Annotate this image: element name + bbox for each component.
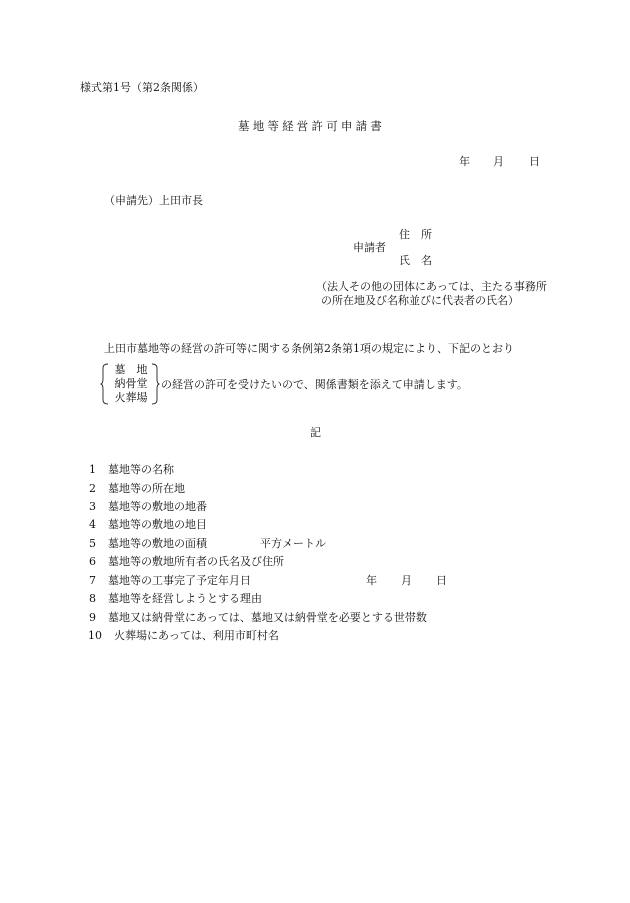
item-text: 墓地等を経営しようとする理由 — [108, 592, 262, 605]
item-text: 火葬場にあっては、利用市町村名 — [114, 629, 279, 642]
item-number: 6 — [89, 555, 96, 568]
item-text: 墓地等の所在地 — [108, 482, 185, 495]
item-number: 5 — [89, 537, 96, 550]
completion-day-label: 日 — [436, 574, 447, 587]
option-nokotsudo: 納骨堂 — [114, 377, 148, 390]
applicant-name-label: 氏 名 — [399, 254, 432, 267]
item-number: 9 — [89, 611, 96, 624]
applicant-label: 申請者 — [353, 241, 386, 254]
completion-year-label: 年 — [366, 574, 377, 587]
addressee: （申請先）上田市長 — [104, 194, 203, 207]
item-text: 墓地等の敷地の地目 — [108, 518, 207, 531]
item-text: 墓地又は納骨堂にあっては、墓地又は納骨堂を必要とする世帯数 — [108, 611, 427, 624]
body-line2: の経営の許可を受けたいので、関係書類を添えて申請します。 — [161, 378, 468, 391]
item-text: 墓地等の工事完了予定年月日 — [108, 574, 251, 587]
date-day-label: 日 — [529, 155, 540, 168]
option-bochi: 墓 地 — [114, 363, 148, 376]
facility-type-options — [100, 363, 160, 405]
ki-heading: 記 — [310, 426, 321, 439]
applicant-note-line1: （法人その他の団体にあっては、主たる事務所 — [316, 280, 547, 293]
item-number: 4 — [89, 518, 96, 531]
area-unit-label: 平方メートル — [260, 537, 326, 550]
option-kasoba: 火葬場 — [114, 391, 148, 404]
form-number: 様式第1号（第2条関係） — [80, 81, 204, 94]
item-text: 墓地等の名称 — [108, 463, 174, 476]
body-line1: 上田市墓地等の経営の許可等に関する条例第2条第1項の規定により、下記のとおり — [104, 342, 514, 355]
item-number: 2 — [89, 482, 96, 495]
item-number: 1 — [89, 463, 96, 476]
date-year-label: 年 — [459, 155, 470, 168]
item-text: 墓地等の敷地の面積 — [108, 537, 207, 550]
item-number: 8 — [89, 592, 96, 605]
item-number: 3 — [89, 500, 96, 513]
item-text: 墓地等の敷地所有者の氏名及び住所 — [108, 555, 284, 568]
item-text: 墓地等の敷地の地番 — [108, 500, 207, 513]
item-number: 10 — [88, 629, 102, 642]
item-number: 7 — [89, 574, 96, 587]
date-month-label: 月 — [493, 155, 504, 168]
applicant-address-label: 住 所 — [399, 228, 432, 241]
completion-month-label: 月 — [401, 574, 412, 587]
applicant-note-line2: の所在地及び名称並びに代表者の氏名） — [321, 294, 519, 307]
page-title: 墓地等経営許可申請書 — [238, 119, 385, 133]
